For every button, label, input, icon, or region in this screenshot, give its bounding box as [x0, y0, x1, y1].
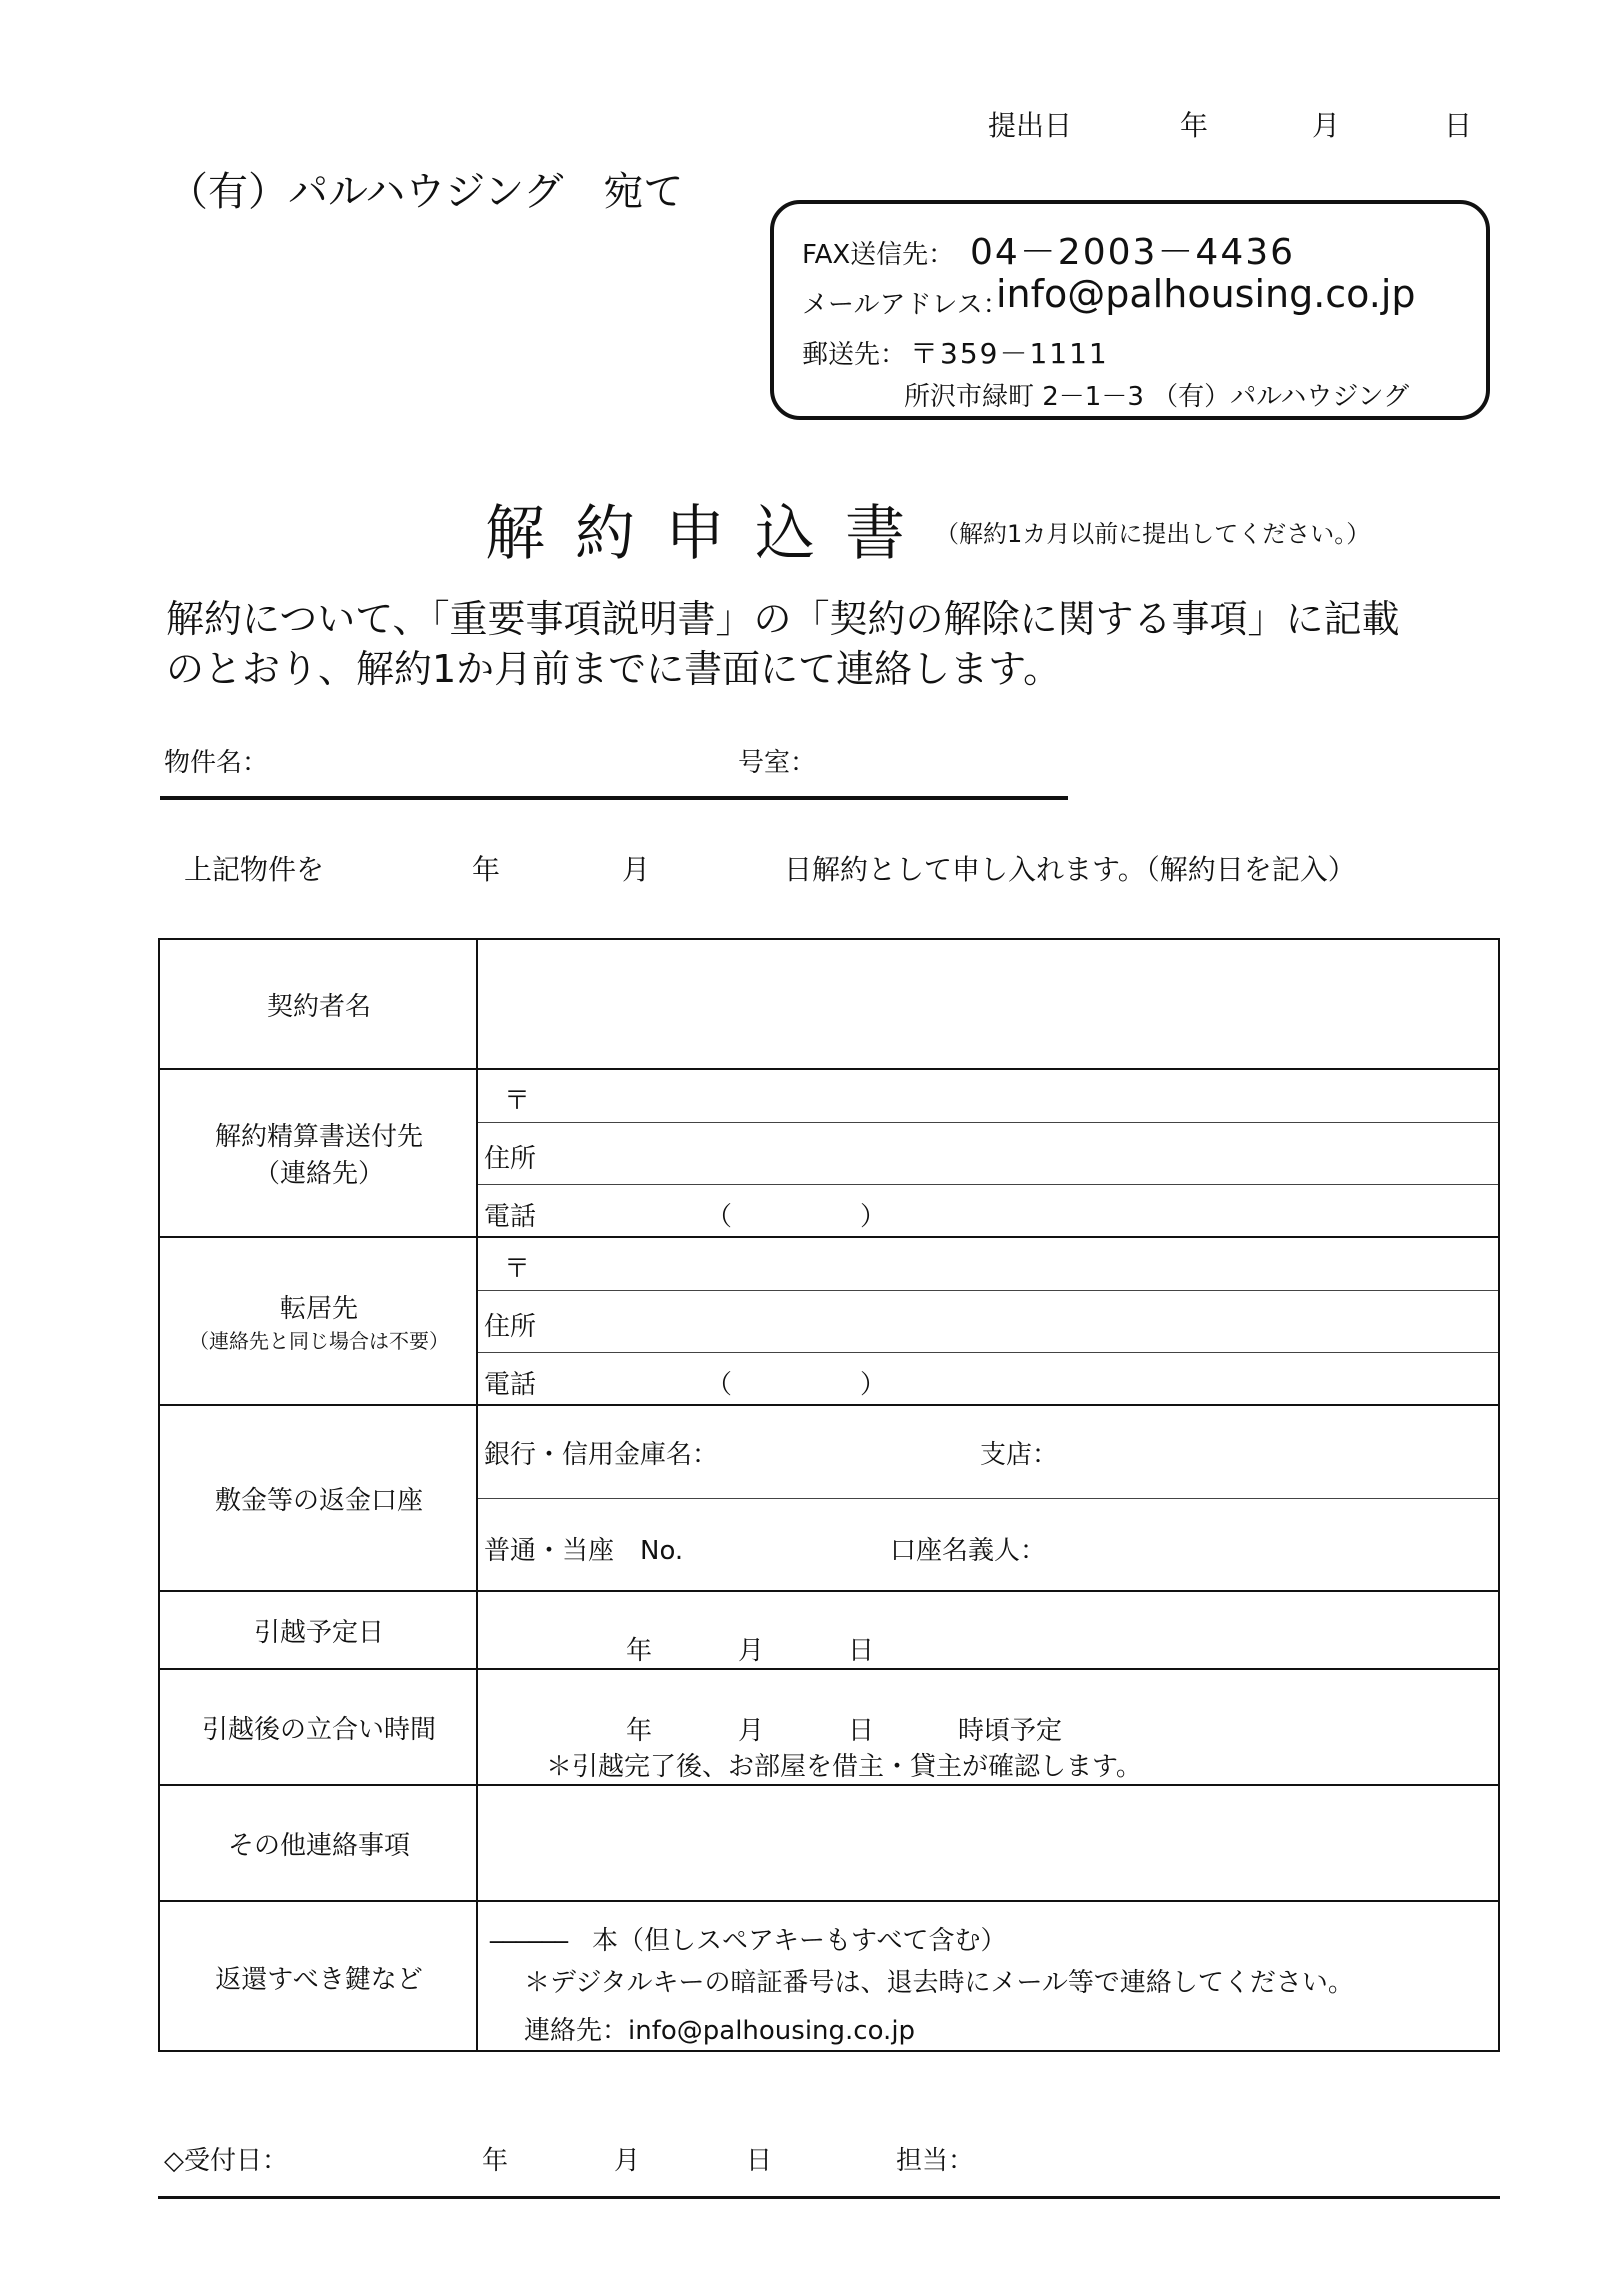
settlement-address-label [160, 1070, 478, 1236]
email-address: info@palhousing.co.jp [996, 272, 1416, 316]
keys-label-text: 返還すべき鍵など [215, 1964, 423, 1995]
new-phone-paren-close: ） [860, 1370, 887, 1400]
new-phone-field-label: 電話 [484, 1370, 537, 1400]
inspection-note: ＊引越完了後、お部屋を借主・貸主が確認します。 [546, 1752, 1142, 1782]
subrow-divider [478, 1184, 1498, 1185]
keys-contact: 連絡先：info@palhousing.co.jp [524, 2016, 916, 2046]
new-address-label-line1: 転居先 [279, 1294, 358, 1324]
new-postal-mark: 〒 [504, 1254, 531, 1284]
intro-line-1: 解約について、「重要事項説明書」の「契約の解除に関する事項」に記載 [166, 597, 1400, 641]
move-date-label-text: 引越予定日 [253, 1617, 384, 1648]
fax-label: FAX送信先： [802, 240, 955, 270]
move-date-year: 年 [626, 1636, 653, 1666]
title-note: （解約1カ月以前に提出してください。） [935, 520, 1371, 548]
settlement-address-label-line2: （連絡先） [253, 1159, 384, 1189]
form-table [158, 938, 1500, 2052]
contractor-name-label-text: 契約者名 [266, 991, 371, 1022]
new-phone-paren-open: （ [706, 1370, 733, 1400]
submit-date-year: 年 [1180, 109, 1209, 142]
subrow-divider [478, 1122, 1498, 1123]
recipient: （有）パルハウジング 宛て [168, 169, 684, 215]
inspection-day: 日 [848, 1716, 875, 1746]
inspection-month: 月 [738, 1716, 765, 1746]
keys-label [160, 1902, 478, 2052]
received-day: 日 [746, 2146, 773, 2176]
received-date-label: ◇受付日： [164, 2146, 288, 2176]
other-notes-label-text: その他連絡事項 [227, 1830, 410, 1861]
move-date-month: 月 [738, 1636, 765, 1666]
account-holder-label: 口座名義人： [890, 1536, 1047, 1566]
new-address-label-line2: （連絡先と同じ場合は不要） [189, 1329, 449, 1353]
subrow-divider [478, 1352, 1498, 1353]
submit-date-month: 月 [1312, 109, 1341, 142]
settlement-address-field-label: 住所 [484, 1144, 537, 1174]
keys-count-blank: ______ [490, 1914, 568, 1944]
move-date-label [160, 1592, 478, 1668]
mail-postal-code: 〒359－1111 [910, 337, 1109, 370]
settlement-phone-paren-close: ） [860, 1202, 887, 1232]
subrow-divider [478, 1498, 1498, 1499]
intro-line-2: のとおり、解約1か月前までに書面にて連絡します。 [166, 647, 1062, 691]
mail-label: 郵送先： [802, 340, 907, 370]
property-name-label: 物件名： [164, 748, 269, 778]
received-year: 年 [482, 2146, 509, 2176]
contractor-name-label [160, 940, 478, 1068]
bank-name-label: 銀行・信用金庫名： [484, 1440, 719, 1470]
keys-digital-note: ＊デジタルキーの暗証番号は、退去時にメール等で連絡してください。 [524, 1968, 1354, 1998]
new-address-label [160, 1238, 478, 1404]
mail-address: 所沢市緑町 2－1－3 （有）パルハウジング [904, 382, 1410, 412]
page-title: 解約申込書 [485, 499, 935, 569]
settlement-address-label-line1: 解約精算書送付先 [214, 1122, 423, 1152]
refund-account-label [160, 1406, 478, 1590]
cancel-date-month: 月 [622, 853, 651, 886]
settlement-phone-paren-open: （ [706, 1202, 733, 1232]
intro-text [166, 594, 1399, 694]
property-underline [160, 796, 1068, 800]
refund-account-label-text: 敷金等の返金口座 [214, 1485, 423, 1516]
keys-count-text: 本（但しスペアキーもすべて含む） [592, 1926, 1007, 1956]
settlement-postal-mark: 〒 [504, 1086, 531, 1116]
contact-box [770, 200, 1490, 420]
new-address-field-label: 住所 [484, 1312, 537, 1342]
subrow-divider [478, 1290, 1498, 1291]
staff-label: 担当： [896, 2146, 975, 2176]
email-label: メールアドレス： [802, 290, 1009, 320]
cancel-date-year: 年 [472, 853, 501, 886]
cancel-date-prefix: 上記物件を [184, 853, 325, 886]
cancel-date-suffix: 日解約として申し入れます。（解約日を記入） [784, 853, 1356, 886]
inspection-time-label [160, 1670, 478, 1784]
settlement-phone-field-label: 電話 [484, 1202, 537, 1232]
submit-date-day: 日 [1444, 109, 1473, 142]
received-month: 月 [614, 2146, 641, 2176]
other-notes-label [160, 1786, 478, 1900]
branch-label: 支店： [980, 1440, 1059, 1470]
account-type-label: 普通・当座 No. [484, 1536, 684, 1566]
inspection-time-label-text: 引越後の立合い時間 [201, 1714, 436, 1745]
room-label: 号室： [738, 748, 817, 778]
fax-number: 04－2003－4436 [970, 232, 1296, 273]
inspection-time: 時頃予定 [958, 1716, 1063, 1746]
footer-underline [158, 2196, 1500, 2199]
submit-date-label: 提出日 [988, 109, 1073, 142]
move-date-day: 日 [848, 1636, 875, 1666]
inspection-year: 年 [626, 1716, 653, 1746]
